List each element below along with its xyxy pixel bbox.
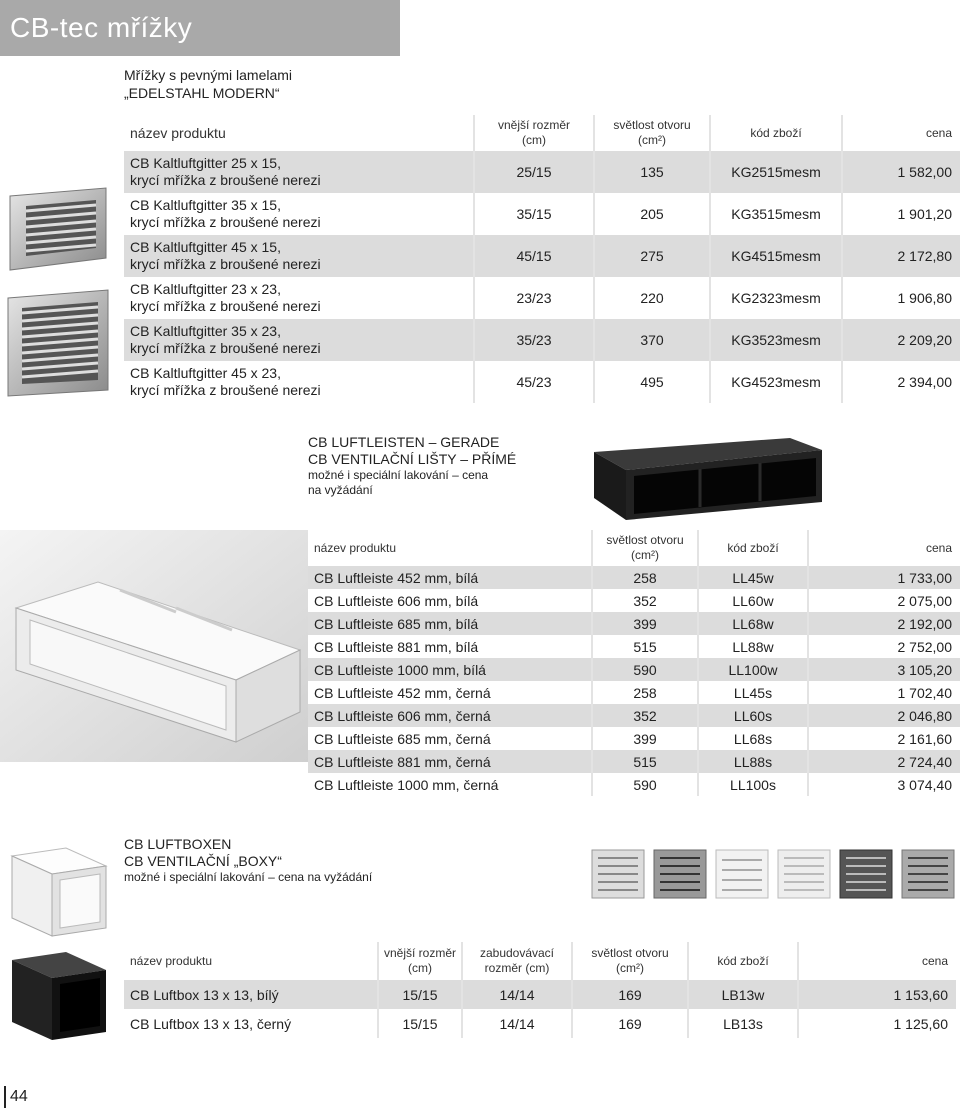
grille-thumbnail-dark bbox=[838, 848, 894, 900]
section2-title bbox=[308, 434, 516, 498]
box-price-table bbox=[124, 942, 956, 1038]
col-name: název produktu bbox=[314, 540, 397, 555]
col-outer-dim: vnější rozměr (cm) bbox=[378, 942, 462, 980]
section2-note-line1: možné i speciální lakování – cena bbox=[308, 468, 489, 482]
section2-note-line2: na vyžádání bbox=[308, 483, 373, 497]
table-row: CB Luftleiste 881 mm, černá 515 LL88s 2 724,40 bbox=[308, 750, 960, 773]
grille-thumbnail-grey bbox=[652, 848, 708, 900]
table-row: CB Kaltluftgitter 45 x 23, krycí mřížka z broušené nerezi 45/23 495 KG4523mesm 2 394,00 bbox=[124, 361, 960, 403]
col-clear-area: světlost otvoru (cm²) bbox=[594, 115, 710, 151]
col-built-in-dim: zabudovávací rozměr (cm) bbox=[462, 942, 572, 980]
table-row: CB Kaltluftgitter 23 x 23, krycí mřížka z broušené nerezi 23/23 220 KG2323mesm 1 906,80 bbox=[124, 277, 960, 319]
grille-thumbnail-light bbox=[590, 848, 646, 900]
table-row: CB Luftleiste 1000 mm, bílá 590 LL100w 3 105,20 bbox=[308, 658, 960, 681]
section3-title bbox=[124, 836, 372, 885]
table-row: CB Luftbox 13 x 13, černý 15/15 14/14 169 LB13s 1 125,60 bbox=[124, 1009, 956, 1038]
grille-thumbnails bbox=[590, 848, 956, 900]
table-row: CB Kaltluftgitter 25 x 15, krycí mřížka z broušené nerezi 25/15 135 KG2515mesm 1 582,00 bbox=[124, 151, 960, 193]
grille-thumbnail-white bbox=[714, 848, 770, 900]
grille-image-23 bbox=[4, 288, 112, 398]
black-box-image bbox=[8, 950, 108, 1042]
section1-title bbox=[124, 66, 292, 102]
col-price: cena bbox=[808, 530, 960, 566]
table-row: CB Luftleiste 606 mm, bílá 352 LL60w 2 075,00 bbox=[308, 589, 960, 612]
table-row: CB Kaltluftgitter 35 x 15, krycí mřížka z broušené nerezi 35/15 205 KG3515mesm 1 901,20 bbox=[124, 193, 960, 235]
section3-note: možné i speciální lakování – cena na vyžádání bbox=[124, 870, 373, 884]
table-row: CB Luftleiste 685 mm, černá 399 LL68s 2 161,60 bbox=[308, 727, 960, 750]
white-vent-strip-image bbox=[0, 530, 308, 762]
col-code: kód zboží bbox=[688, 942, 798, 980]
vent-strip-price-table bbox=[308, 530, 960, 796]
table-row: CB Luftleiste 452 mm, bílá 258 LL45w 1 733,00 bbox=[308, 566, 960, 589]
white-box-image bbox=[8, 846, 108, 938]
black-vent-strip-image bbox=[590, 436, 826, 522]
table-row: CB Kaltluftgitter 35 x 23, krycí mřížka z broušené nerezi 35/23 370 KG3523mesm 2 209,20 bbox=[124, 319, 960, 361]
col-name: název produktu bbox=[130, 124, 226, 141]
section3-title-line1: CB LUFTBOXEN bbox=[124, 836, 232, 852]
grille-thumbnail-white-2 bbox=[776, 848, 832, 900]
grille-thumbnail-steel bbox=[900, 848, 956, 900]
col-code: kód zboží bbox=[710, 115, 842, 151]
table-row: CB Luftleiste 606 mm, černá 352 LL60s 2 046,80 bbox=[308, 704, 960, 727]
col-price: cena bbox=[798, 942, 956, 980]
grille-price-table bbox=[124, 115, 960, 403]
col-clear-area: světlost otvoru (cm²) bbox=[572, 942, 688, 980]
section2-title-line1: CB LUFTLEISTEN – GERADE bbox=[308, 434, 500, 450]
section1-title-line1: Mřížky s pevnými lamelami bbox=[124, 67, 293, 83]
table-row: CB Luftbox 13 x 13, bílý 15/15 14/14 169 LB13w 1 153,60 bbox=[124, 980, 956, 1009]
col-clear-area: světlost otvoru (cm²) bbox=[592, 530, 698, 566]
table-row: CB Luftleiste 452 mm, černá 258 LL45s 1 702,40 bbox=[308, 681, 960, 704]
col-name: název produktu bbox=[130, 953, 213, 968]
table-row: CB Kaltluftgitter 45 x 15, krycí mřížka z broušené nerezi 45/15 275 KG4515mesm 2 172,80 bbox=[124, 235, 960, 277]
section2-title-line2: CB VENTILAČNÍ LIŠTY – PŘÍMÉ bbox=[308, 451, 517, 467]
section1-title-line2: „EDELSTAHL MODERN“ bbox=[124, 85, 280, 101]
table-row: CB Luftleiste 1000 mm, černá 590 LL100s 3 074,40 bbox=[308, 773, 960, 796]
section3-title-line2: CB VENTILAČNÍ „BOXY“ bbox=[124, 853, 282, 869]
col-outer-dim: vnější rozměr (cm) bbox=[474, 115, 594, 151]
table-row: CB Luftleiste 881 mm, bílá 515 LL88w 2 752,00 bbox=[308, 635, 960, 658]
page-number: 44 bbox=[4, 1086, 28, 1108]
page-title: CB-tec mřížky bbox=[10, 12, 193, 43]
col-price: cena bbox=[842, 115, 960, 151]
col-code: kód zboží bbox=[698, 530, 808, 566]
page-header bbox=[0, 0, 400, 56]
grille-image-15 bbox=[6, 186, 110, 272]
table-row: CB Luftleiste 685 mm, bílá 399 LL68w 2 192,00 bbox=[308, 612, 960, 635]
